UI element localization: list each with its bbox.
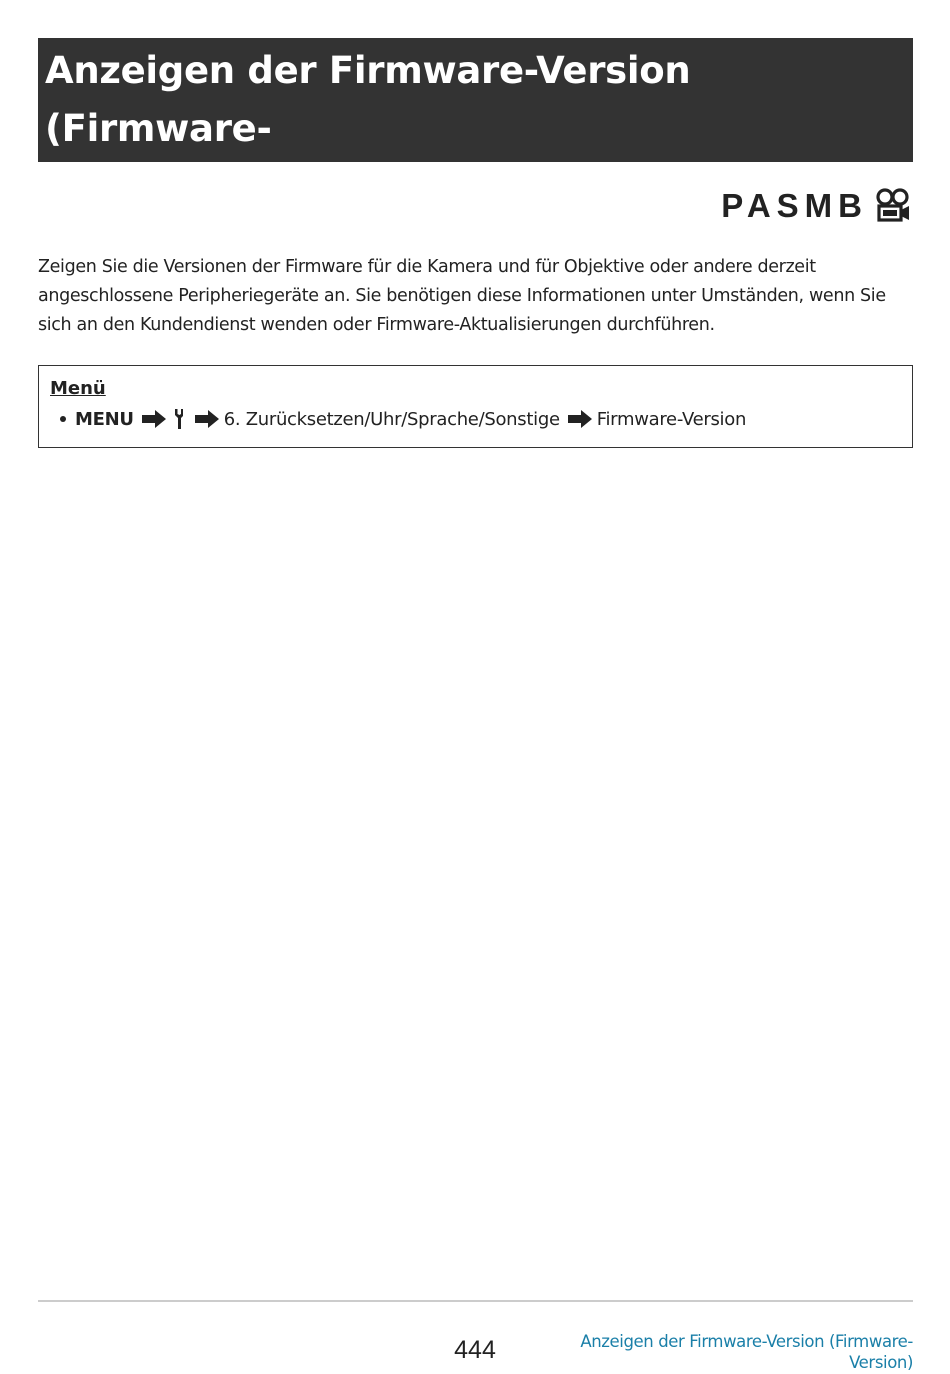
page-title-line-1: Anzeigen der Firmware-Version (Firmware-: [45, 49, 691, 150]
footer-divider: [38, 1300, 913, 1302]
menu-key: MENU: [75, 408, 134, 430]
menu-box: [38, 365, 913, 448]
menu-heading: Menü: [50, 378, 106, 399]
intro-paragraph: [38, 253, 918, 340]
menu-step: 6. Zurücksetzen/Uhr/Sprache/Sonstige: [223, 408, 560, 430]
page-title-line-2: Version): [45, 165, 216, 208]
shooting-modes: [721, 186, 912, 226]
intro-line-3: sich an den Kundendienst wenden oder Firmware-Aktualisierungen durchführen.: [38, 315, 715, 335]
footer-section-link[interactable]: [553, 1331, 913, 1373]
intro-line-1: Zeigen Sie die Versionen der Firmware für die Kamera und für Objektive oder andere derzeit: [38, 257, 816, 277]
menu-target: Firmware-Version: [596, 408, 747, 430]
arrow-right-icon: [568, 410, 592, 428]
page-number: 444: [454, 1336, 496, 1364]
footer-link-line-1[interactable]: Anzeigen der Firmware-Version (Firmware-: [580, 1332, 913, 1351]
movie-camera-icon: [874, 188, 912, 224]
arrow-right-icon: [195, 410, 219, 428]
mode-letters: PASMB: [721, 187, 868, 224]
arrow-right-icon: [142, 410, 166, 428]
bullet: [60, 416, 66, 422]
menu-path: [50, 404, 902, 434]
wrench-icon: [173, 408, 185, 430]
intro-line-2: angeschlossene Peripheriegeräte an. Sie benötigen diese Informationen unter Umständen, wenn Sie: [38, 286, 886, 306]
footer-link-line-2[interactable]: Version): [849, 1353, 913, 1372]
